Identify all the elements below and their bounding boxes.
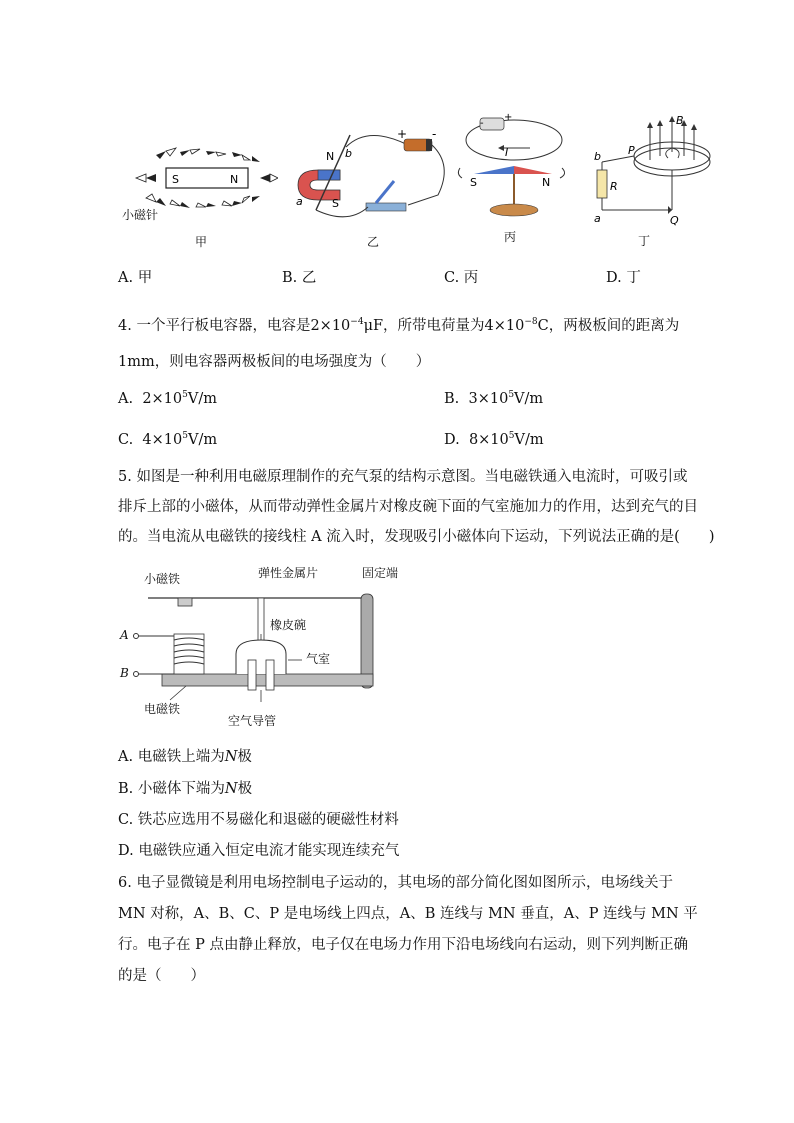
terminal-b-label: B: [120, 666, 129, 680]
magnet-s-label: S: [172, 173, 179, 186]
field-label: B: [676, 114, 684, 127]
fixed-end-label: 固定端: [362, 566, 399, 580]
q4-option-a[interactable]: A. $2\times 10^5V/m$: [118, 390, 217, 407]
q5-stem-line1: 5. 如图是一种利用电磁原理制作的充气泵的结构示意图。当电磁铁通入电流时，可吸引或: [118, 469, 688, 485]
small-magnet-label: 小磁铁: [144, 572, 181, 586]
r-label: R: [610, 180, 618, 193]
minus-label: -: [432, 127, 437, 141]
q4-option-d[interactable]: D. $8\times 10^5V/m$: [444, 431, 544, 448]
rubber-bowl-label: 橡皮碗: [270, 618, 307, 632]
figure-air-pump: [118, 560, 418, 740]
air-tube-label: 空气导管: [228, 714, 277, 728]
b-label: b: [345, 147, 352, 160]
horseshoe-magnet-circuit: [288, 125, 458, 225]
q3-option-c[interactable]: C. 丙: [444, 270, 479, 286]
air-chamber-label: 气室: [306, 652, 331, 666]
q4-option-b[interactable]: B. $3\times 10^5V/m$: [444, 390, 544, 407]
electromagnet-label: 电磁铁: [144, 702, 181, 716]
q5-option-d[interactable]: D. 电磁铁应通入恒定电流才能实现连续充气: [118, 843, 400, 859]
q6-stem-line3: 行。电子在 P 点由静止释放，电子仅在电场力作用下沿电场线向右运动，则下列判断正确: [118, 937, 688, 953]
faraday-disk: [590, 112, 720, 227]
figure-yi: [288, 125, 458, 250]
q4-option-c[interactable]: C. $4\times 10^5V/m$: [118, 431, 218, 448]
current-label: I: [505, 146, 509, 159]
s-label: S: [470, 176, 477, 189]
a-label: a: [296, 195, 303, 208]
q5-stem-line2: 排斥上部的小磁体，从而带动弹性金属片对橡皮碗下面的气室施加力的作用，达到充气的目: [118, 499, 698, 515]
s-label: S: [332, 197, 339, 210]
magnet-n-label: N: [230, 173, 239, 186]
terminal-a-label: A: [120, 628, 129, 642]
plus-label: +: [504, 112, 513, 123]
n-label: N: [542, 176, 551, 189]
q3-option-d[interactable]: D. 丁: [606, 270, 641, 286]
q6-stem-line2: MN 对称，A、B、C、P 是电场线上四点，A、B 连线与 MN 垂直，A、P 连线与 MN 平: [118, 906, 698, 922]
a-label: a: [594, 212, 601, 225]
spring-metal-label: 弹性金属片: [258, 566, 319, 580]
caption-ding: 丁: [638, 234, 651, 248]
figure-ding: [590, 112, 720, 252]
q3-option-a[interactable]: A. 甲: [118, 270, 153, 286]
q4-stem-line2: 1mm，则电容器两极板间的电场强度为（ ）: [118, 354, 431, 370]
q6-stem-line4: 的是（ ）: [118, 968, 205, 984]
q6-stem-line1: 6. 电子显微镜是利用电场控制电子运动的，其电场的部分简化图如图所示，电场线关于: [118, 875, 673, 891]
caption-yi: 乙: [367, 235, 380, 249]
p-label: P: [628, 144, 635, 157]
q5-option-a[interactable]: A. 电磁铁上端为N极: [118, 749, 252, 765]
figure-jia: [118, 140, 278, 250]
plus-label: +: [397, 127, 408, 141]
q5-option-c[interactable]: C. 铁芯应选用不易磁化和退磁的硬磁性材料: [118, 812, 399, 828]
caption-jia: 甲: [195, 235, 208, 249]
q-label: Q: [670, 214, 679, 227]
q4-stem-line1: 4. 一个平行板电容器，电容是$2\times 10^{-4}\mu F$，所带电荷量为$4\times 10^{-8}C$，两极板间的距离为: [118, 317, 680, 334]
minus-label: -: [480, 118, 484, 129]
figure-bing: [452, 110, 572, 245]
q5-stem-line3: 的。当电流从电磁铁的接线柱 A 流入时，发现吸引小磁体向下运动，下列说法正确的是( ): [118, 529, 715, 545]
n-label: N: [326, 150, 335, 163]
q3-option-b[interactable]: B. 乙: [282, 270, 317, 286]
caption-bing: 丙: [504, 230, 517, 244]
b-label: b: [594, 150, 601, 163]
oersted-experiment: [452, 110, 572, 220]
q5-option-b[interactable]: B. 小磁体下端为N极: [118, 781, 253, 797]
compass-label: 小磁针: [122, 208, 159, 222]
